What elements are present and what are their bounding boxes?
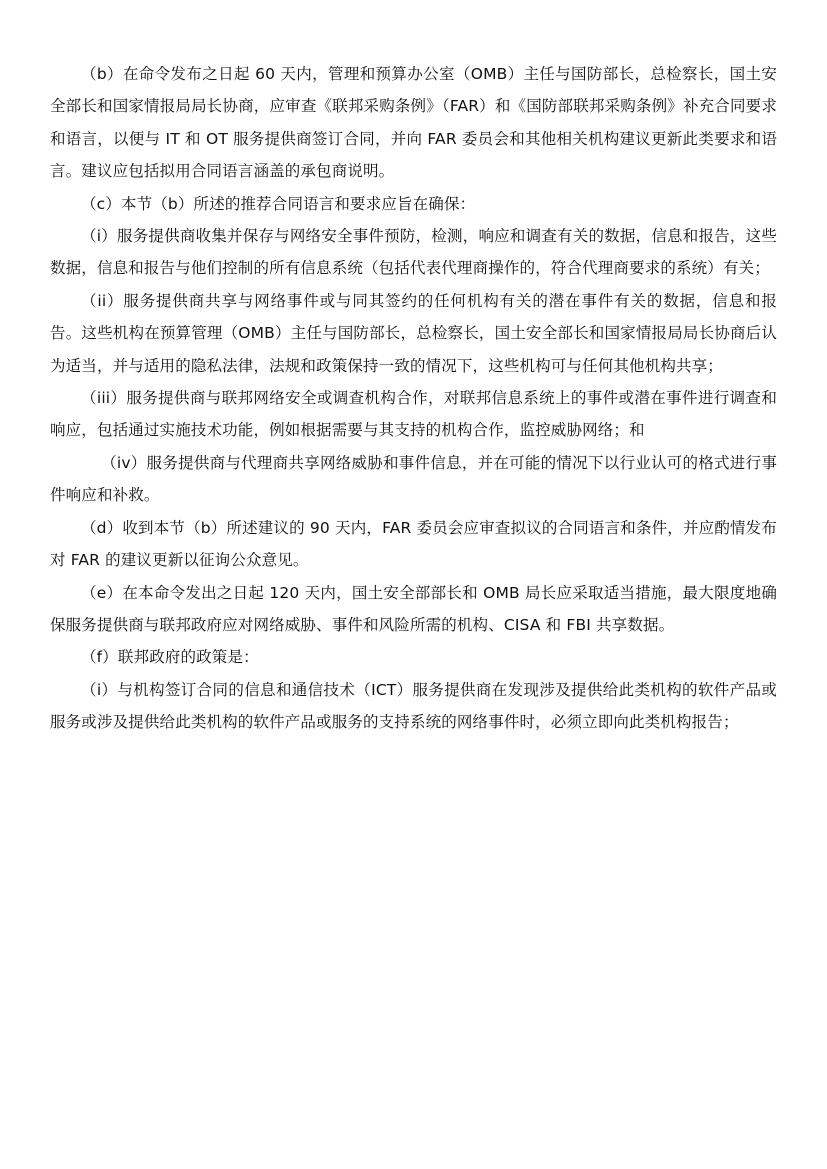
paragraph-f: （f）联邦政府的政策是：	[81, 648, 259, 667]
paragraph-e: （e）在本命令发出之日起 120 天内，国土安全部部长和 OMB 局长应采取适当措施，最大限度地确保服务提供商与联邦政府应对网络威胁、事件和风险所需的机构、CISA 和 FBI 共享数据。	[50, 583, 777, 634]
paragraph-c-i: （i）服务提供商收集并保存与网络安全事件预防，检测，响应和调查有关的数据，信息和报告，这些数据，信息和报告与他们控制的所有信息系统（包括代表代理商操作的，符合代理商要求的系统）有关；	[50, 227, 777, 278]
paragraph-d: （d）收到本节（b）所述建议的 90 天内，FAR 委员会应审查拟议的合同语言和条件，并应酌情发布对 FAR 的建议更新以征询公众意见。	[50, 518, 777, 570]
paragraph-c: （c）本节（b）所述的推荐合同语言和要求应旨在确保：	[81, 194, 476, 213]
document-body	[50, 58, 777, 739]
paragraph-b: （b）在命令发布之日起 60 天内，管理和预算办公室（OMB）主任与国防部长，总检察长，国土安全部长和国家情报局局长协商，应审查《联邦采购条例》（FAR）和《国防部联邦采购条例》补充合同要求和语言，以便与 IT 和 OT 服务提供商签订合同，并向 FAR 委员会和其他相关机构建议更新此类要求和语言。建议应包括拟用合同语言涵盖的承包商说明。	[50, 65, 777, 181]
paragraph-f-i: （i）与机构签订合同的信息和通信技术（ICT）服务提供商在发现涉及提供给此类机构的软件产品或服务或涉及提供给此类机构的软件产品或服务的支持系统的网络事件时，必须立即向此类机构报告；	[50, 680, 777, 732]
paragraph-c-iii: （iii）服务提供商与联邦网络安全或调查机构合作，对联邦信息系统上的事件或潜在事件进行调查和响应，包括通过实施技术功能，例如根据需要与其支持的机构合作，监控威胁网络；和	[50, 389, 777, 440]
paragraph-c-iv: （iv）服务提供商与代理商共享网络威胁和事件信息，并在可能的情况下以行业认可的格式进行事件响应和补救。	[50, 453, 777, 505]
paragraph-c-ii: （ii）服务提供商共享与网络事件或与同其签约的任何机构有关的潜在事件有关的数据，信息和报告。这些机构在预算管理（OMB）主任与国防部长，总检察长，国土安全部长和国家情报局局长协商后认为适当，并与适用的隐私法律，法规和政策保持一致的情况下，这些机构可与任何其他机构共享；	[50, 291, 777, 375]
